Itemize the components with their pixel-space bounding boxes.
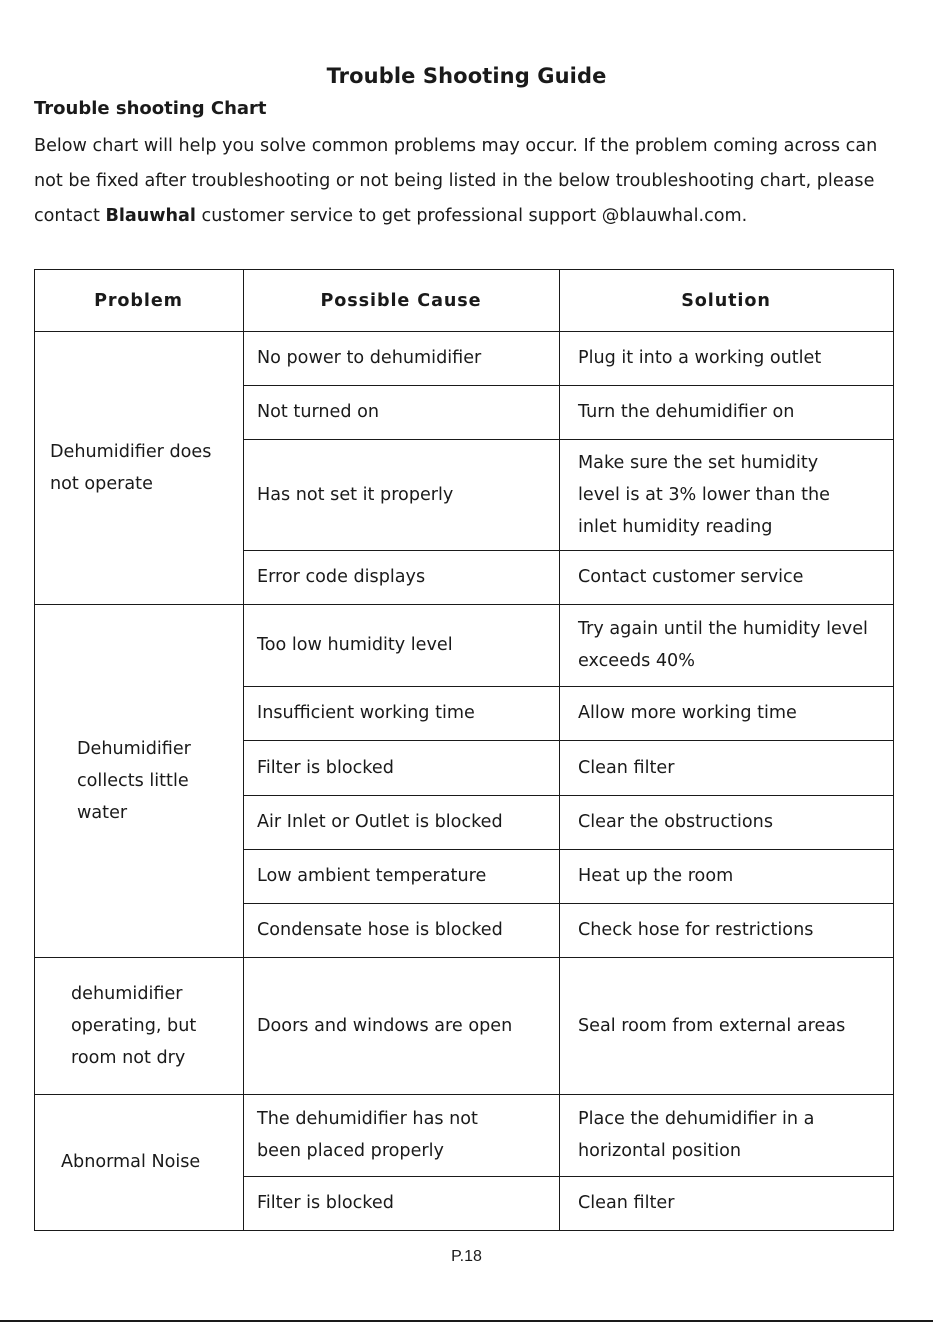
solution-cell: Turn the dehumidifier on bbox=[578, 402, 795, 422]
solution-cell: Plug it into a working outlet bbox=[578, 348, 822, 368]
page-title: Trouble Shooting Guide bbox=[326, 64, 607, 88]
cause-cell: Has not set it properly bbox=[257, 484, 454, 505]
cause-cell: Doors and windows are open bbox=[257, 1015, 513, 1036]
solution-cell: Check hose for restrictions bbox=[578, 920, 814, 940]
problem-cell: Abnormal Noise bbox=[61, 1152, 201, 1172]
cause-cell: Filter is blocked bbox=[257, 757, 394, 778]
cause-cell: Not turned on bbox=[257, 402, 380, 422]
solution-cell: Try again until the humidity level exceeds 40% bbox=[578, 619, 868, 671]
solution-cell: Contact customer service bbox=[578, 567, 804, 587]
header-problem: Problem bbox=[94, 290, 183, 311]
cause-cell: Error code displays bbox=[257, 567, 426, 587]
problem-cell: Dehumidifier does not operate bbox=[50, 441, 212, 494]
table-rule-horizontal bbox=[34, 1230, 894, 1231]
table-rule-vertical bbox=[893, 269, 894, 1231]
header-solution: Solution bbox=[681, 290, 771, 311]
page-bottom-rule bbox=[0, 1320, 933, 1322]
cause-cell: Air Inlet or Outlet is blocked bbox=[257, 812, 503, 832]
section-heading: Trouble shooting Chart bbox=[34, 98, 267, 119]
cause-cell: No power to dehumidifier bbox=[257, 348, 482, 368]
cause-cell: Insufficient working time bbox=[257, 703, 475, 723]
page-number: P.18 bbox=[451, 1248, 482, 1265]
problem-cell: Dehumidifier collects little water bbox=[77, 738, 191, 823]
table-rule-vertical bbox=[243, 269, 244, 1231]
solution-cell: Place the dehumidifier in a horizontal position bbox=[578, 1109, 815, 1161]
brand-name: Blauwhal bbox=[105, 206, 196, 226]
intro-text-start: Below chart will help you solve common problems may occur. If the problem coming across can not be fixed after troubleshooting or not being listed in the below troubleshooting chart, please contact bbox=[34, 136, 878, 226]
header-possible-cause: Possible Cause bbox=[320, 290, 482, 311]
table-rule-vertical bbox=[559, 269, 560, 1231]
solution-cell: Clean filter bbox=[578, 757, 675, 778]
solution-cell: Seal room from external areas bbox=[578, 1015, 846, 1036]
cause-cell: Filter is blocked bbox=[257, 1193, 394, 1213]
intro-text-end: customer service to get professional support @blauwhal.com. bbox=[195, 206, 748, 226]
solution-cell: Make sure the set humidity level is at 3% lower than the inlet humidity reading bbox=[578, 452, 830, 537]
problem-cell: dehumidifier operating, but room not dry bbox=[71, 983, 197, 1068]
solution-cell: Allow more working time bbox=[578, 703, 797, 723]
cause-cell: Too low humidity level bbox=[257, 635, 453, 655]
cause-cell: Condensate hose is blocked bbox=[257, 920, 503, 940]
solution-cell: Clear the obstructions bbox=[578, 812, 773, 832]
solution-cell: Clean filter bbox=[578, 1193, 675, 1213]
intro-paragraph bbox=[34, 129, 904, 234]
table-rule-vertical bbox=[34, 269, 35, 1231]
cause-cell: Low ambient temperature bbox=[257, 866, 487, 886]
solution-cell: Heat up the room bbox=[578, 866, 734, 886]
cause-cell: The dehumidifier has not been placed properly bbox=[257, 1109, 478, 1161]
